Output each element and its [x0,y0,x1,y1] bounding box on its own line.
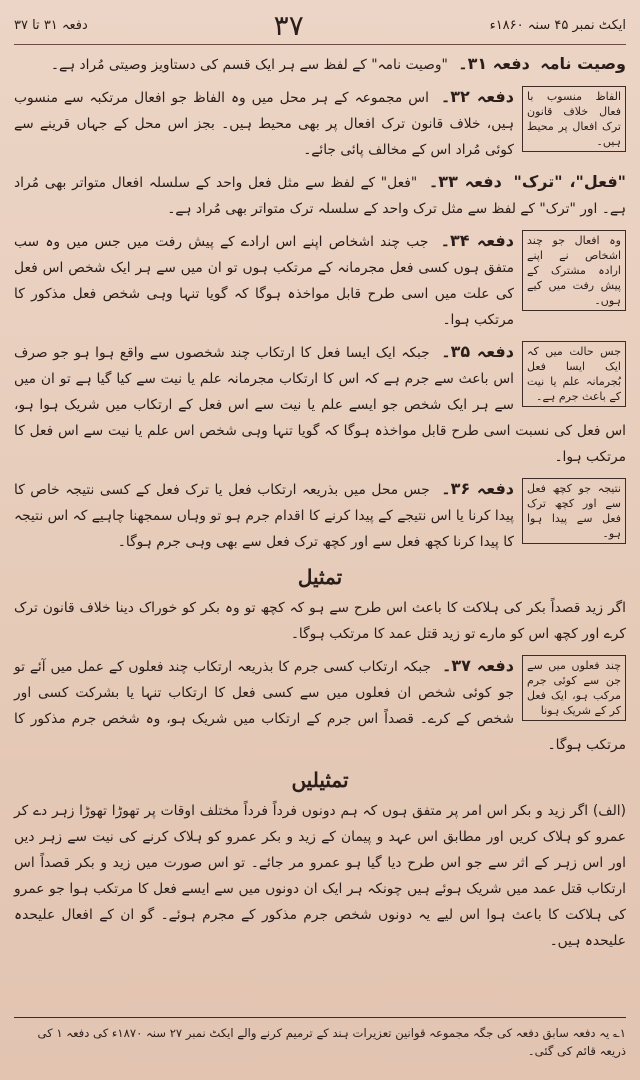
section-37-label: دفعہ ۳۷۔ [441,656,514,675]
section-34-sidenote: وہ افعال جو چند اشخاص نے اپنے ارادہ مشترک کے پیش رفت میں کیے ہوں۔ [522,230,626,311]
section-32-label: دفعہ ۳۲۔ [440,87,514,106]
section-36-label: دفعہ ۳۶۔ [441,479,515,498]
document-body [14,51,626,954]
section-33-text: "فعل" کے لفظ سے مثل فعل واحد کے سلسلہ افعال متواتر بھی مُراد ہے۔ اور "ترک" کے لفظ سے مثل ترک واحد کے سلسلہ ترک متواتر بھی مُراد ہے۔ [14,175,626,217]
section-34-label: دفعہ ۳۴۔ [440,231,514,250]
illustration-text: اگر زید قصداً بکر کی ہلاکت کا باعث اس طرح سے ہو کہ کچھ تو وہ بکر کو خوراک دینا خلاف قانون ترک کرے اور کچھ اس کو مارے تو زید قتل عمد کا مرتکب ہوگا۔ [14,600,626,642]
section-34-text: جب چند اشخاص اپنے اس ارادے کے پیش رفت میں جس میں وہ سب متفق ہوں کسی فعل مجرمانہ کے مرتکب ہوں تو ان میں سے ہر ایک شخص اس فعل کی علت میں اسی طرح قابل مواخذہ ہوگا کہ گویا تنہا وہی شخص فعل مذکور کا مرتکب ہوا۔ [14,234,514,328]
section-31-lead: وصیت نامہ [540,54,626,73]
section-33-label: دفعہ ۳۳۔ [428,172,502,191]
section-range: دفعہ ۳۱ تا ۳۷ [14,17,88,33]
section-32-sidenote: الفاظ منسوب با فعال خلاف قانون ترک افعال پر محیط ہیں۔ [522,86,626,152]
section-33 [14,169,626,222]
section-35-sidenote: جس حالت میں کہ ایک ایسا فعل بُجرمانہ علم یا نیت کے باعث جرم ہے۔ [522,341,626,407]
section-32-text: اس مجموعہ کے ہر محل میں وہ الفاظ جو افعال مرتکبہ سے منسوب ہیں، خلاف قانون ترک افعال پر بھی محیط ہیں۔ بجز اس محل کے جہاں قرینے سے کوئی مُراد اس کے مخالف پائی جائے۔ [14,90,514,158]
illustrations-text: (الف) اگر زید و بکر اس امر پر متفق ہوں کہ ہم دونوں فرداً فرداً مختلف اوقات پر تھوڑا تھوڑا زہر دے کر عمرو کو ہلاک کریں اور مطابق اس عہد و پیمان کے زید و بکر عمرو کو ہلاک کرنے کی نیت سے زہر دیں اور اس زہر کے اثر سے جو اس طرح دیا گیا ہو عمرو مر جائے۔ تو اس صورت میں زید و بکر قصداً اس ارتکاب قتل عمد میں شریک ہوئے ہیں چونکہ ہر ایک ان دونوں میں سے ایسے فعل کا مرتکب ہوا جو عمرو کی ہلاکت کا باعث ہوا اس لیے یہ دونوں شخص جرم مذکور کے مجرم ہوئے۔ گو ان کے افعال علیحدہ علیحدہ ہیں۔ [14,803,626,949]
section-31-text: "وصیت نامہ" کے لفظ سے ہر ایک قسم کی دستاویز وصیتی مُراد ہے۔ [50,57,448,73]
footnote: ۱؎ یہ دفعہ سابق دفعہ کی جگہ مجموعہ قوانین تعزیرات ہند کے ترمیم کرنے والے ایکٹ نمبر ۲۷ سنہ ۱۸۷۰ء کی دفعہ ۱ کی ذریعہ قائم کی گئی۔ [14,1017,626,1060]
act-reference: ایکٹ نمبر ۴۵ سنہ ۱۸۶۰ء [489,17,626,33]
illustration-heading: تمثیل [297,565,343,589]
section-33-lead: "فعل"، "ترک" [513,172,626,191]
section-35-text: جبکہ ایک ایسا فعل کا ارتکاب چند شخصوں سے واقع ہوا ہو جو صرف اس باعث سے جرم ہے کہ اس کا ارتکاب مجرمانہ علم یا نیت سے کیا گیا ہے تو ان میں سے ہر ایک شخص جو ایسے علم یا نیت سے اس فعل کے ارتکاب میں شریک ہوا ہو، اس فعل کی نسبت اسی طرح قابل مواخذہ ہوگا کہ گویا تنہا وہی شخص اس علم یا نیت سے اس فعل کا مرتکب ہوا۔ [14,345,626,465]
section-36-sidenote: نتیجہ جو کچھ فعل سے اور کچھ ترک فعل سے پیدا ہوا ہو۔ [522,478,626,544]
page-header [14,6,626,45]
page-number: ۳۷ [273,8,304,42]
section-35-label: دفعہ ۳۵۔ [441,342,514,361]
section-36-text: جس محل میں بذریعہ ارتکاب فعل یا ترک فعل کے کسی نتیجہ خاص کا پیدا کرنا یا اس نتیجے کے پیدا کرنے کا اقدام جرم ہو تو وہاں سمجھنا چاہیے کہ اس نتیجہ کا پیدا کرنا کچھ فعل سے اور کچھ ترک فعل سے بھی وہی جرم ہوگا۔ [14,482,514,550]
section-37-text: جبکہ ارتکاب کسی جرم کا بذریعہ ارتکاب چند فعلوں کے عمل میں آئے تو جو کوئی شخص ان فعلوں میں سے کسی فعل کا ارتکاب تنہا یا بشرکت کسی اور شخص کے کرے۔ قصداً اس جرم کے ارتکاب میں شریک ہو، وہ شخص جرم مذکور کا مرتکب ہوگا۔ [14,659,626,753]
section-37-sidenote: چند فعلوں میں سے جن سے کوئی جرم مرکب ہو، ایک فعل کر کے شریک ہونا [522,655,626,721]
section-31-label: دفعہ ۳۱۔ [458,54,530,73]
section-31 [14,51,626,78]
illustrations-heading: تمثیلیں [291,768,349,792]
